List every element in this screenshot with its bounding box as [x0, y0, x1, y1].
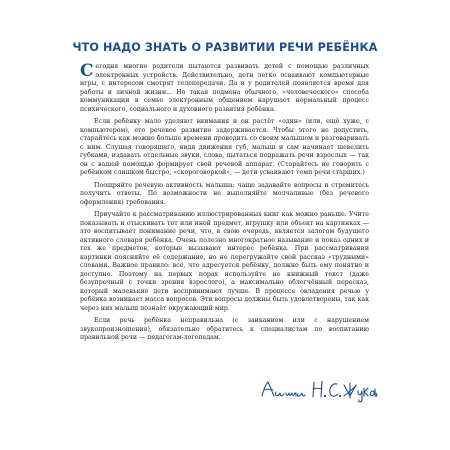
paragraph-2: Если ребёнку мало уделяют внимания и он растёт «один» (или, ещё хуже, с компьютером), его речевое развитие задерживается. Чтобы этого не допустить, старайтесь как можно больше времени проводить со своим малышом и разговаривать с ним. Слушая говорящего, видя движения губ, малыш и сам начинает шевелить губками, издавать отдельные звуки, слова, пытаться подражать речи взрослых — так он с вашей помощью формирует свой речевой аппарат. (Старайтесь не говорить с ребёнком слишком быстро, «скороговоркой», — дети усваивают темп речи старших.) — [80, 118, 369, 176]
paragraph-5: Если речь ребёнка неправильна (с заиканием или с нарушением звукопроизношения), обязательно обратитесь к специалистам по воспитанию правильной речи — педагогам-логопедам. — [80, 317, 369, 341]
handwritten-signature — [258, 372, 378, 404]
paragraph-3: Поощряйте речевую активность малыша: чаще задавайте вопросы и стремитесь получить ответы. По возможности не выполняйте молчаливые (без речевого оформления) требования. — [80, 181, 369, 206]
article-body — [80, 63, 369, 347]
paragraph-4: Приучайте к рассматриванию иллюстрированных книг как можно раньше. Учите показывать и отыскивать тот или иной предмет, игрушку или объект на картинках — это воспитывает понимание речи, что, в свою очередь, является залогом будущего активного словаря ребёнка. Очень полезно многократное называние и показ одних и тех же предметов, которые вызывают интерес ребёнка. При рассматривании картинки поясняйте её содержание, но не перегружайте свой рассказ «трудными» словами. Важное правило: всё, что адресуется ребёнку, должно быть ему понятно и доступно. Поэтому на первых порах используйте не книжный текст (даже безупречный с точки зрения взрослого), а максимально облегчённый пересказ, который маленькие дети воспринимают лучше. В процессе овладения речью у ребёнка возникает масса вопросов. Эти вопросы должны быть удовлетворены, так как через них малыш познаёт окружающий мир. — [80, 211, 369, 312]
paragraph-1 — [80, 63, 369, 114]
drop-cap: С — [80, 61, 94, 81]
paragraph-1-text: егодня многие родители пытаются развивать детей с помощью различных электронных устройств. Действительно, дети легко осваивают компьютерные игры, с интересом смотрят телепередачи. Да и у родителей появляется время для работы и личной жизни... Но такая подмена обычного, «человеческого» способа коммуникации в семье электронным общением нарушает нормальный процесс психического, социального и духовного развития ребёнка. — [80, 63, 369, 113]
page-title: ЧТО НАДО ЗНАТЬ О РАЗВИТИИ РЕЧИ РЕБЁНКА — [72, 41, 378, 54]
